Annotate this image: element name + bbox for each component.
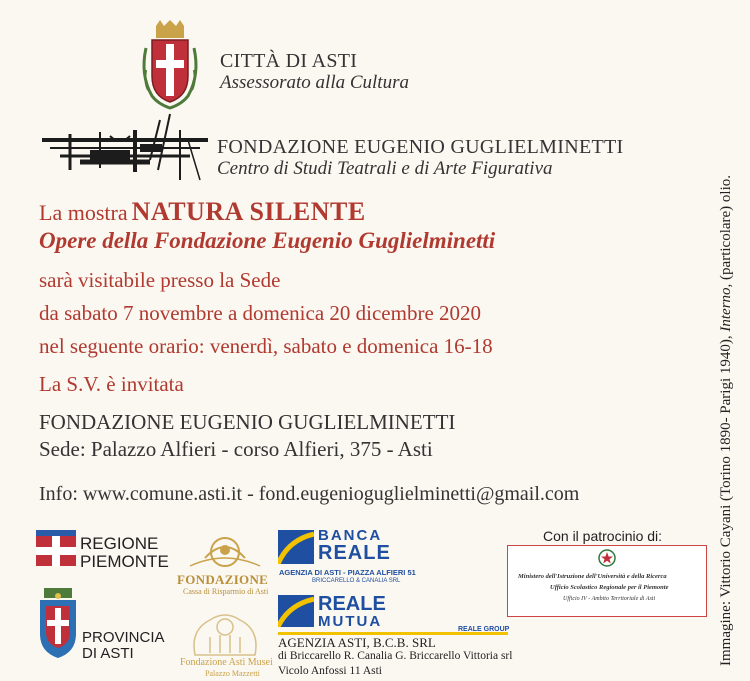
foundation-logo <box>40 110 210 185</box>
caption-suffix: (particolare) olio. <box>718 174 734 284</box>
venue-org: FONDAZIONE EUGENIO GUGLIELMINETTI <box>39 410 456 434</box>
city-department: Assessorato alla Cultura <box>220 72 409 93</box>
banca-reale-label <box>318 528 391 563</box>
hours-line: nel seguente orario: venerdì, sabato e domenica 16-18 <box>39 334 493 358</box>
regione-label <box>80 535 169 571</box>
exhibit-title: NATURA SILENTE <box>131 197 366 226</box>
fondazione-cr-logo <box>180 530 270 575</box>
banca-agency-sub: BRICCARELLO & CANALIA SRL <box>312 578 401 584</box>
exhibit-heading <box>39 197 366 227</box>
visit-line: sarà visitabile presso la Sede <box>39 268 281 292</box>
banca-line2: REALE <box>318 542 391 564</box>
agency-line2: di Briccarello R. Canalia G. Briccarello Vittoria srl <box>278 650 513 662</box>
banca-reale-logo <box>278 530 314 564</box>
fondazione-cr-sub: Cassa di Risparmio di Asti <box>183 587 269 596</box>
patronage-box <box>507 545 707 617</box>
reale-line1: REALE <box>318 593 386 615</box>
reale-mutua-label <box>318 594 386 629</box>
fondazione-cr-name: FONDAZIONE <box>177 572 269 587</box>
caption-title: Interno, <box>718 283 734 332</box>
invited-line: La S.V. è invitata <box>39 372 184 396</box>
foundation-name: FONDAZIONE EUGENIO GUGLIELMINETTI <box>217 136 624 158</box>
image-credit-caption <box>718 26 735 666</box>
patronage-label: Con il patrocinio di: <box>543 528 663 544</box>
regione-line2: PIEMONTE <box>80 551 169 571</box>
fondazione-musei-logo <box>180 605 270 660</box>
banca-line1: BANCA <box>318 527 383 544</box>
agency-line1: AGENZIA ASTI, B.C.B. SRL <box>278 635 436 650</box>
foundation-subtitle: Centro di Studi Teatrali e di Arte Figurativa <box>217 158 553 179</box>
city-name: CITTÀ DI ASTI <box>220 50 358 72</box>
fondazione-musei-sub: Palazzo Mazzetti <box>205 669 260 678</box>
caption-prefix: Immagine: Vittorio Cayani (Torino 1890- Parigi 1940), <box>718 331 734 666</box>
regione-line1: REGIONE <box>80 534 159 553</box>
republic-emblem-icon <box>598 549 616 567</box>
banca-agency: AGENZIA DI ASTI - PIAZZA ALFIERI 51 <box>279 568 416 577</box>
reale-line2: MUTUA <box>318 613 383 630</box>
ministry-text: Ministero dell'Istruzione dell'Università e della Ricerca <box>518 573 667 580</box>
unit-text: Ufficio IV - Ambito Territoriale di Asti <box>563 596 656 602</box>
office-text: Ufficio Scolastico Regionale per il Piemonte <box>550 584 669 591</box>
provincia-line2: DI ASTI <box>82 644 134 662</box>
dates-line: da sabato 7 novembre a domenica 20 dicembre 2020 <box>39 301 482 325</box>
info-line: Info: www.comune.asti.it - fond.eugenioguglielminetti@gmail.com <box>39 483 580 505</box>
provincia-label <box>82 630 165 662</box>
agency-line3: Vicolo Anfossi 11 Asti <box>278 665 382 677</box>
exhibit-subtitle: Opere della Fondazione Eugenio Guglielminetti <box>39 228 496 253</box>
fondazione-musei-name: Fondazione Asti Musei <box>180 657 273 668</box>
reale-mutua-logo <box>278 595 314 627</box>
city-crest-logo <box>138 20 202 110</box>
regione-piemonte-logo <box>36 530 76 570</box>
exhibit-intro: La mostra <box>39 200 128 225</box>
provincia-crest-logo <box>36 588 80 660</box>
venue-address: Sede: Palazzo Alfieri - corso Alfieri, 375 - Asti <box>39 437 433 461</box>
provincia-line1: PROVINCIA <box>82 629 165 646</box>
reale-group-label: REALE GROUP <box>458 626 510 633</box>
